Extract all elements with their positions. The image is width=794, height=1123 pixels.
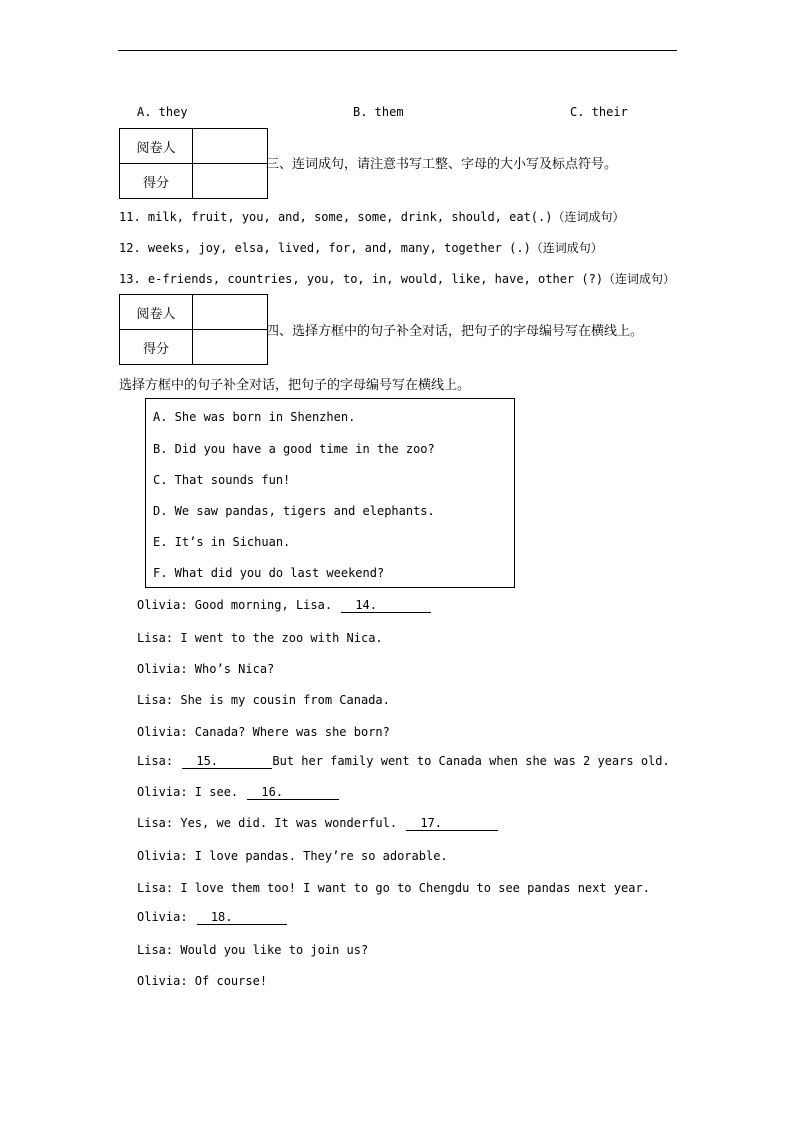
dialogue-line-8 <box>137 816 498 831</box>
answer-blank-18[interactable]: 18. <box>197 910 287 925</box>
score-label: 得分 <box>120 164 193 199</box>
answer-blank-17[interactable]: 17. <box>406 816 498 831</box>
reviewer-label: 阅卷人 <box>120 295 193 330</box>
section4-instruction: 选择方框中的句子补全对话，把句子的字母编号写在横线上。 <box>119 378 471 393</box>
section3-title: 三、连词成句，请注意书写工整、字母的大小写及标点符号。 <box>266 157 618 172</box>
option-f: F. What did you do last weekend? <box>153 566 385 580</box>
option-a: A. She was born in Shenzhen. <box>153 410 356 424</box>
question-12: 12. weeks, joy, elsa, lived, for, and, many, together (.)（连词成句） <box>119 241 603 255</box>
score-label: 得分 <box>120 330 193 365</box>
choice-c: C. their <box>570 105 628 119</box>
score-table-4 <box>119 294 268 365</box>
section4-title: 四、选择方框中的句子补全对话，把句子的字母编号写在横线上。 <box>266 324 644 339</box>
dialogue-text: Lisa: <box>137 754 174 768</box>
dialogue-line-12: Lisa: Would you like to join us? <box>137 943 369 957</box>
option-b: B. Did you have a good time in the zoo? <box>153 442 435 456</box>
dialogue-text: Lisa: Yes, we did. It was wonderful. <box>137 816 398 830</box>
dialogue-line-11 <box>137 910 287 925</box>
question-11: 11. milk, fruit, you, and, some, some, drink, should, eat(.)（连词成句） <box>119 210 625 224</box>
options-box <box>145 398 515 588</box>
dialogue-line-4: Lisa: She is my cousin from Canada. <box>137 693 390 707</box>
dialogue-line-7 <box>137 785 339 800</box>
answer-blank-15[interactable]: 15. <box>182 754 272 769</box>
reviewer-cell <box>193 295 268 330</box>
question-13: 13. e-friends, countries, you, to, in, would, like, have, other (?)（连词成句） <box>119 272 676 286</box>
dialogue-line-3: Olivia: Who’s Nica? <box>137 662 275 676</box>
option-e: E. It’s in Sichuan. <box>153 535 291 549</box>
header-rule <box>118 50 677 51</box>
reviewer-cell <box>193 129 268 164</box>
dialogue-line-13: Olivia: Of course! <box>137 974 268 988</box>
score-cell <box>193 330 268 365</box>
dialogue-line-1 <box>137 598 431 613</box>
option-d: D. We saw pandas, tigers and elephants. <box>153 504 435 518</box>
dialogue-text: Olivia: I see. <box>137 785 239 799</box>
answer-blank-16[interactable]: 16. <box>247 785 339 800</box>
option-c: C. That sounds fun! <box>153 473 291 487</box>
score-cell <box>193 164 268 199</box>
dialogue-line-2: Lisa: I went to the zoo with Nica. <box>137 631 383 645</box>
dialogue-line-5: Olivia: Canada? Where was she born? <box>137 725 390 739</box>
choice-b: B. them <box>353 105 404 119</box>
dialogue-text: Olivia: Good morning, Lisa. <box>137 598 333 612</box>
dialogue-line-6 <box>137 754 670 769</box>
choice-a: A. they <box>137 105 188 119</box>
dialogue-line-9: Olivia: I love pandas. They’re so adorable. <box>137 849 448 863</box>
dialogue-text: Olivia: <box>137 910 188 924</box>
answer-blank-14[interactable]: 14. <box>341 598 431 613</box>
dialogue-text: But her family went to Canada when she was 2 years old. <box>272 754 670 768</box>
reviewer-label: 阅卷人 <box>120 129 193 164</box>
score-table-3 <box>119 128 268 199</box>
dialogue-line-10: Lisa: I love them too! I want to go to Chengdu to see pandas next year. <box>137 881 650 895</box>
